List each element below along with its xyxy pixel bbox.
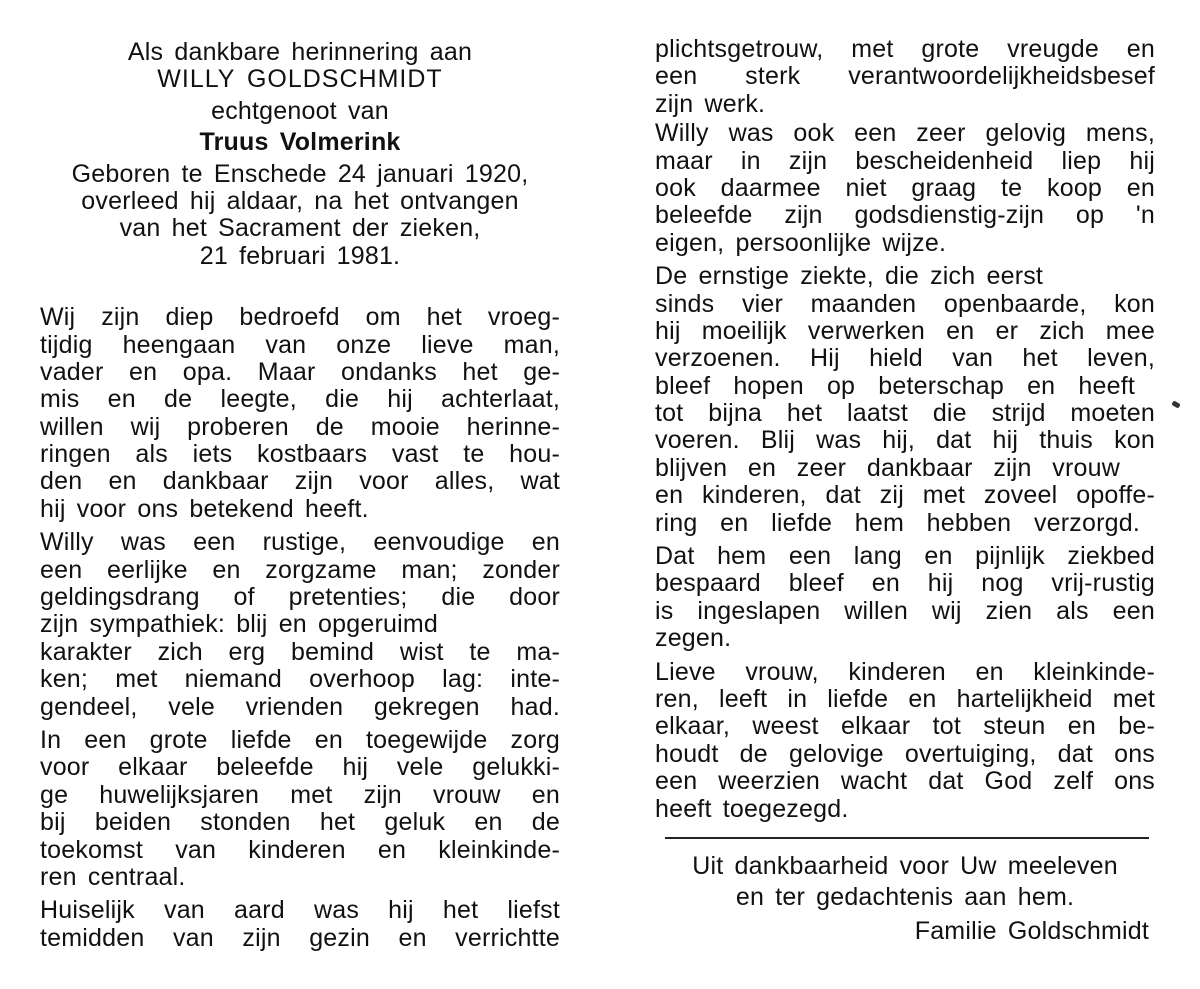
text-line: een sterk verantwoordelijkheidsbesef bbox=[655, 62, 1155, 91]
left-column bbox=[40, 0, 560, 952]
text-line: voeren. Blij was hij, dat hij thuis kon bbox=[655, 426, 1155, 455]
text-line: vader en opa. Maar ondanks het ge- bbox=[40, 357, 560, 386]
print-speck bbox=[1171, 400, 1180, 408]
text-line: ren centraal. bbox=[40, 862, 186, 891]
text-line: zijn sympathiek: blij en opgeruimd bbox=[40, 610, 438, 639]
text-line: bespaard bleef en hij nog vrij-rustig bbox=[655, 569, 1155, 598]
paragraph bbox=[655, 263, 1155, 537]
text-line: en kinderen, dat zij met zoveel opoffe- bbox=[655, 481, 1155, 510]
text-line: mis en de leegte, die hij achterlaat, bbox=[40, 385, 560, 414]
closing bbox=[655, 853, 1155, 945]
text-line: Willy was een rustige, eenvoudige en bbox=[40, 528, 560, 557]
text-line: voor elkaar beleefde hij vele gelukki- bbox=[40, 753, 560, 782]
paragraph bbox=[40, 727, 560, 891]
text-line: den en dankbaar zijn voor alles, wat bbox=[40, 467, 560, 496]
text-line: gendeel, vele vrienden gekregen had. bbox=[40, 692, 560, 721]
text-line: een eerlijke en zorgzame man; zonder bbox=[40, 555, 560, 584]
text-line: temidden van zijn gezin en verrichtte bbox=[40, 923, 560, 952]
text-line: beleefde zijn godsdienstig-zijn op 'n bbox=[655, 201, 1155, 230]
text-line: ringen als iets kostbaars vast te hou- bbox=[40, 440, 560, 469]
paragraph bbox=[655, 120, 1155, 257]
text-line: verzoenen. Hij hield van het leven, bbox=[655, 344, 1155, 373]
text-line: ken; met niemand overhoop lag: inte- bbox=[40, 665, 560, 694]
text-line: toekomst van kinderen en kleinkinde- bbox=[40, 835, 560, 864]
text-line: bij beiden stonden het geluk en de bbox=[40, 808, 560, 837]
closing-line: Uit dankbaarheid voor Uw meeleven bbox=[692, 851, 1118, 880]
text-line: ren, leeft in liefde en hartelijkheid met bbox=[655, 684, 1155, 713]
text-line: elkaar, weest elkaar tot steun en be- bbox=[655, 712, 1155, 741]
spouse-name: Truus Volmerink bbox=[199, 128, 401, 157]
text-line: houdt de gelovige overtuiging, dat ons bbox=[655, 739, 1155, 768]
text-line: In een grote liefde en toegewijde zorg bbox=[40, 725, 560, 754]
text-line: ring en liefde hem hebben verzorgd. bbox=[655, 508, 1140, 537]
text-line: hij moeilijk verwerken en er zich mee bbox=[655, 316, 1155, 345]
divider bbox=[665, 837, 1149, 839]
memorial-header bbox=[40, 39, 560, 270]
text-line: willen wij proberen de mooie herinne- bbox=[40, 412, 560, 441]
text-line: plichtsgetrouw, met grote vreugde en bbox=[655, 35, 1155, 63]
birth-death-line: Geboren te Enschede 24 januari 1920, bbox=[71, 159, 529, 188]
text-line: eigen, persoonlijke wijze. bbox=[655, 228, 947, 257]
relation-line: echtgenoot van bbox=[211, 96, 389, 125]
paragraph bbox=[40, 529, 560, 721]
family-signature: Familie Goldschmidt bbox=[914, 916, 1149, 945]
text-line: tijdig heengaan van onze lieve man, bbox=[40, 330, 560, 359]
paragraph bbox=[40, 897, 560, 952]
text-line: maar in zijn bescheidenheid liep hij bbox=[655, 146, 1155, 175]
text-line: zijn werk. bbox=[655, 89, 766, 118]
text-line: ge huwelijksjaren met zijn vrouw en bbox=[40, 780, 560, 809]
paragraph bbox=[655, 659, 1155, 823]
text-line: Lieve vrouw, kinderen en kleinkinde- bbox=[655, 657, 1155, 686]
text-line: Wij zijn diep bedroefd om het vroeg- bbox=[40, 303, 560, 332]
text-line: tot bijna het laatst die strijd moeten bbox=[655, 399, 1155, 428]
text-line: bleef hopen op beterschap en heeft bbox=[655, 371, 1135, 400]
intro-line: Als dankbare herinnering aan bbox=[127, 38, 473, 66]
text-line: blijven en zeer dankbaar zijn vrouw bbox=[655, 453, 1120, 482]
text-line: ook daarmee niet graag te koop en bbox=[655, 173, 1155, 202]
text-line: heeft toegezegd. bbox=[655, 794, 849, 823]
text-line: zegen. bbox=[655, 624, 732, 653]
text-line: sinds vier maanden openbaarde, kon bbox=[655, 289, 1155, 318]
birth-death-line: van het Sacrament der zieken, bbox=[119, 214, 481, 243]
deceased-name: WILLY GOLDSCHMIDT bbox=[157, 65, 443, 94]
birth-death-line: overleed hij aldaar, na het ontvangen bbox=[81, 186, 519, 215]
paragraph bbox=[40, 304, 560, 523]
paragraph bbox=[655, 543, 1155, 653]
text-line: Dat hem een lang en pijnlijk ziekbed bbox=[655, 542, 1155, 571]
text-line: is ingeslapen willen wij zien als een bbox=[655, 596, 1155, 625]
paragraph bbox=[655, 36, 1155, 118]
text-line: een weerzien wacht dat God zelf ons bbox=[655, 767, 1155, 796]
text-line: Willy was ook een zeer gelovig mens, bbox=[655, 119, 1155, 148]
birth-death-line: 21 februari 1981. bbox=[199, 241, 401, 270]
closing-line: en ter gedachtenis aan hem. bbox=[735, 883, 1075, 912]
right-column bbox=[655, 0, 1155, 945]
text-line: geldingsdrang of pretenties; die door bbox=[40, 583, 560, 612]
text-line: karakter zich erg bemind wist te ma- bbox=[40, 637, 560, 666]
text-line: hij voor ons betekend heeft. bbox=[40, 494, 369, 523]
text-line: De ernstige ziekte, die zich eerst bbox=[655, 262, 1044, 291]
text-line: Huiselijk van aard was hij het liefst bbox=[40, 896, 560, 925]
